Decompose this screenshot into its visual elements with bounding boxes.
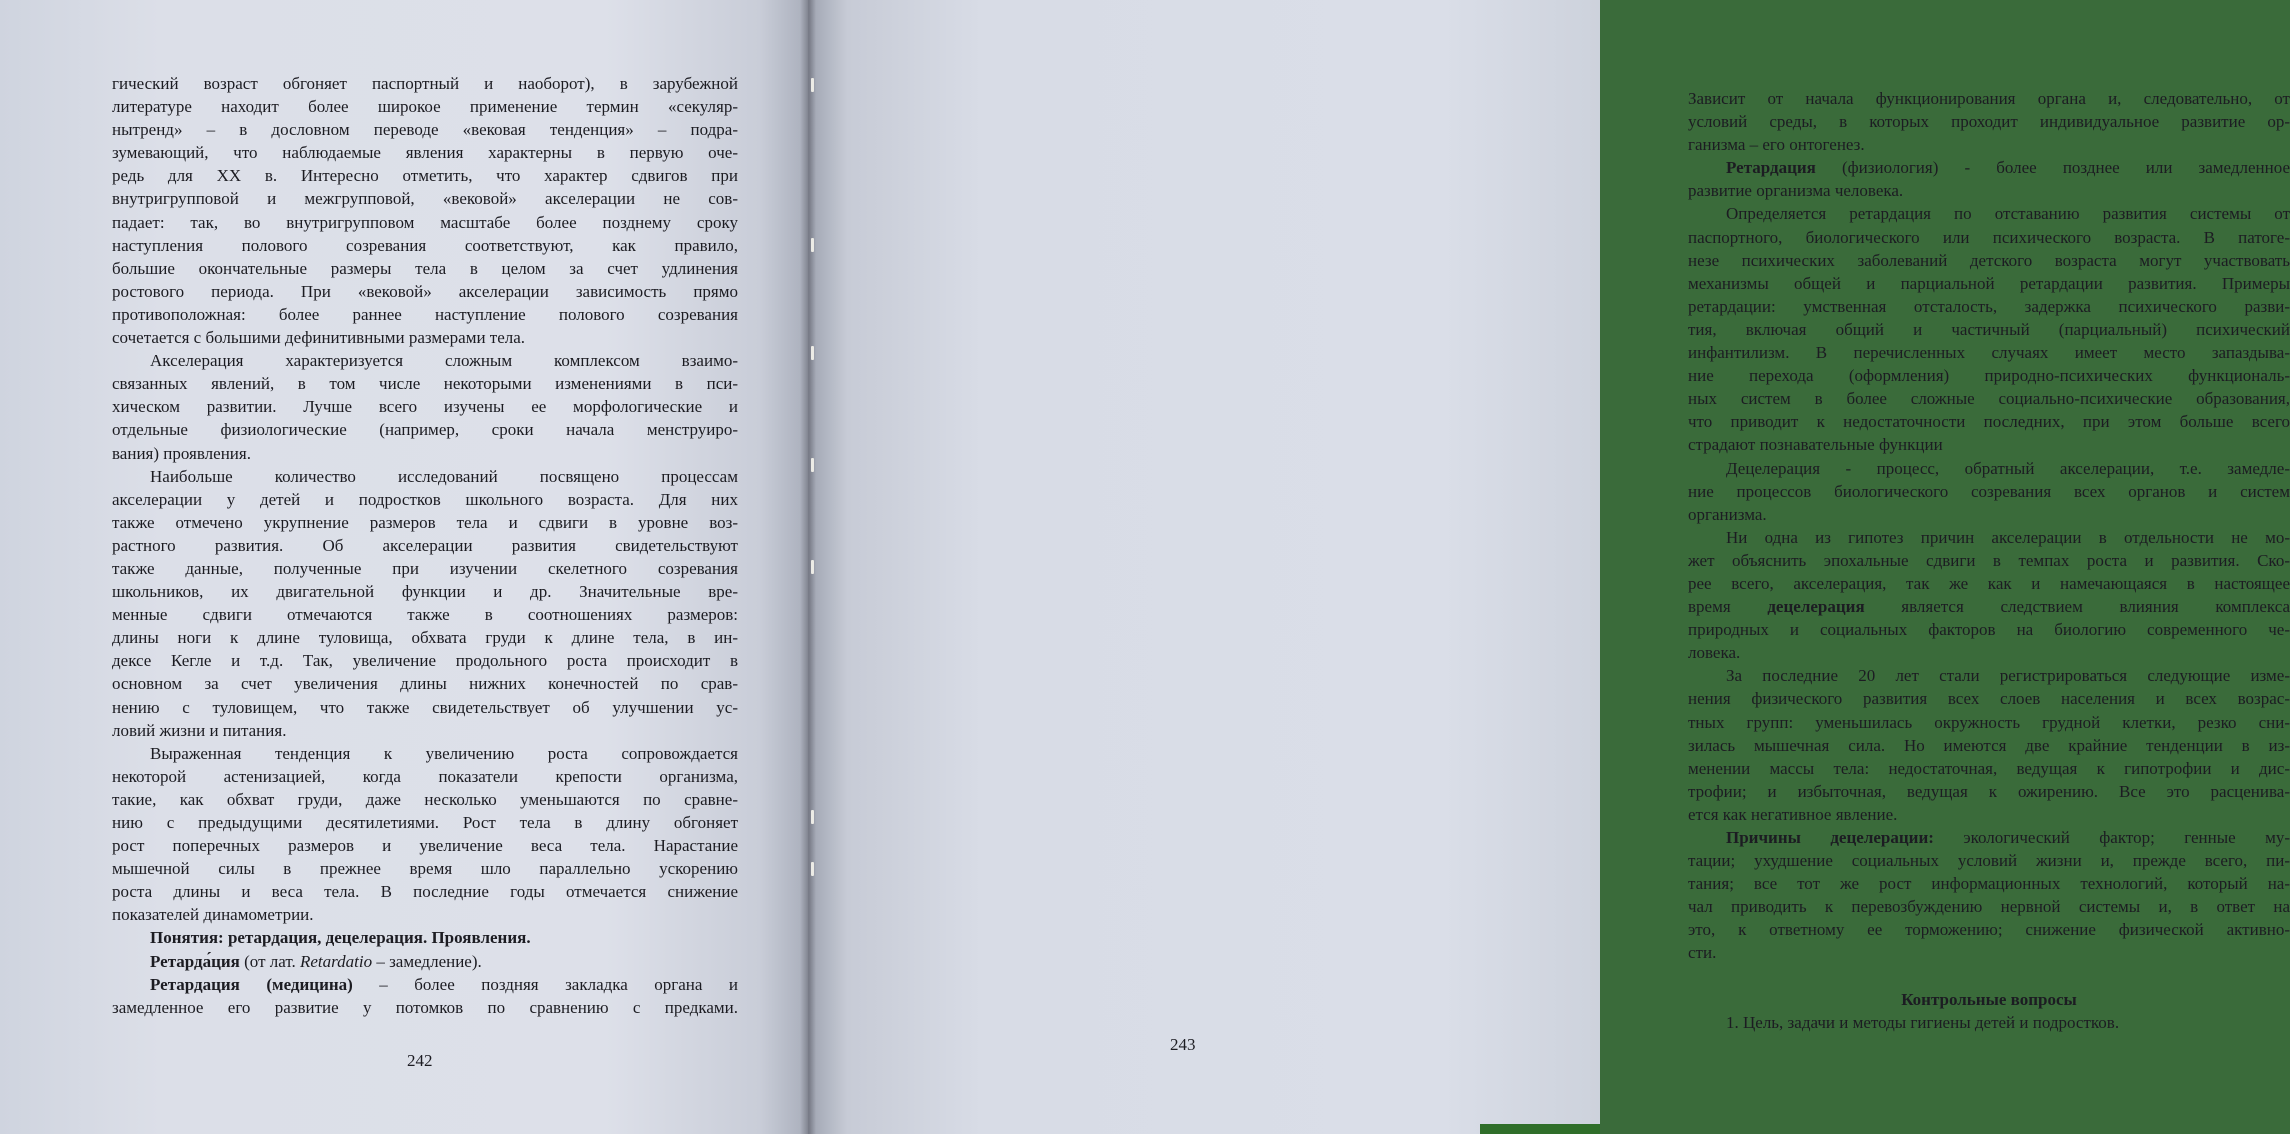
- text-line: [1688, 664, 2290, 687]
- line-text: также данные, полученные при изучении скелетного созревания: [112, 558, 738, 578]
- line-text: акселерации у детей и подростков школьного возраста. Для них: [112, 489, 738, 509]
- right-page-text: [1688, 87, 2290, 1034]
- left-page: [0, 0, 808, 1134]
- line-text: менении массы тела: недостаточная, ведущая к гипотрофии и дис-: [1688, 758, 2290, 778]
- term-label: Ретардация (медицина): [150, 974, 353, 994]
- line-text: тных групп: уменьшилась окружность грудной клетки, резко сни-: [1688, 712, 2290, 732]
- term-label: децелерация: [1767, 597, 1865, 617]
- line-text: зумевающий, что наблюдаемые явления характерны в первую оче-: [112, 143, 738, 163]
- line-text: тания; все тот же рост информационных технологий, который на-: [1688, 874, 2290, 894]
- line-text: ловий жизни и питания.: [112, 720, 287, 740]
- text-line: [1688, 757, 2290, 780]
- binding-stitch: [811, 346, 814, 360]
- line-text: большие окончательные размеры тела в целом за счет удлинения: [112, 258, 738, 278]
- latin-term: Retardatio: [300, 951, 373, 971]
- text-line: [112, 187, 738, 210]
- line-text: развитие организма человека.: [1688, 181, 1904, 201]
- line-text: что приводит к недостаточности последних, при этом больше всего: [1688, 412, 2290, 432]
- line-text: Наибольше количество исследований посвящено процессам: [150, 466, 738, 486]
- text-line: [1688, 895, 2290, 918]
- text-line: [112, 211, 738, 234]
- text-line: [1688, 249, 2290, 272]
- text-line: [112, 372, 738, 395]
- term-label: Ретарда́ция: [150, 951, 240, 971]
- text-line: [112, 857, 738, 880]
- text-line: [112, 95, 738, 118]
- text-line: [112, 626, 738, 649]
- text-line: [1688, 780, 2290, 803]
- line-text: сочетается с большими дефинитивными размерами тела.: [112, 328, 526, 348]
- text-line: [1688, 965, 2290, 988]
- text-line: [112, 834, 738, 857]
- line-text: дексе Кегле и т.д. Так, увеличение продольного роста происходит в: [112, 651, 738, 671]
- text-line: [1688, 179, 2290, 202]
- line-text: – замедление).: [372, 951, 482, 971]
- text-line: [112, 511, 738, 534]
- line-text: трофии; и избыточная, ведущая к ожирению. Все это расценива-: [1688, 781, 2290, 801]
- text-line: [1688, 618, 2290, 641]
- line-text: школьников, их двигательной функции и др. Значительные вре-: [112, 582, 738, 602]
- text-line: [112, 395, 738, 418]
- line-text: тации; ухудшение социальных условий жизни и, прежде всего, пи-: [1688, 851, 2290, 871]
- line-text: основном за счет увеличения длины нижних конечностей по срав-: [112, 674, 738, 694]
- text-line: [1688, 526, 2290, 549]
- line-text: это, к ответному ее торможению; снижение физической активно-: [1688, 920, 2290, 940]
- text-line: [112, 534, 738, 557]
- line-text: рее всего, акселерация, так же как и намечающаяся в настоящее: [1688, 573, 2290, 593]
- line-text: За последние 20 лет стали регистрироваться следующие изме-: [1726, 666, 2290, 686]
- left-page-text: [112, 72, 738, 1019]
- text-line: [1688, 364, 2290, 387]
- text-line: [1688, 803, 2290, 826]
- text-line: [1688, 410, 2290, 433]
- text-line: [112, 603, 738, 626]
- line-text: нытренд» – в дословном переводе «вековая тенденция» – подра-: [112, 120, 738, 140]
- text-line: [112, 719, 738, 742]
- text-line: [112, 141, 738, 164]
- term-label: Ретардация: [1726, 158, 1816, 178]
- text-line: [1688, 641, 2290, 664]
- text-line: [1688, 433, 2290, 456]
- right-page: [808, 0, 2290, 1134]
- line-text: гический возраст обгоняет паспортный и наоборот), в зарубежной: [112, 74, 738, 93]
- binding-stitch: [811, 78, 814, 92]
- text-line: [1688, 295, 2290, 318]
- binding-stitch: [811, 862, 814, 876]
- line-text: ганизма – его онтогенез.: [1688, 135, 1865, 155]
- line-text: такие, как обхват груди, даже несколько уменьшаются по сравне-: [112, 789, 738, 809]
- text-line: [112, 950, 738, 973]
- line-text: вания) проявления.: [112, 443, 251, 463]
- text-line: [1688, 272, 2290, 295]
- text-line: [112, 811, 738, 834]
- line-text: 1. Цель, задачи и методы гигиены детей и подростков.: [1726, 1012, 2120, 1032]
- text-line: [112, 280, 738, 303]
- line-text: роста длины и веса тела. В последние годы отмечается снижение: [112, 882, 738, 902]
- line-text: также отмечено укрупнение размеров тела и сдвиги в уровне воз-: [112, 512, 738, 532]
- text-line: [112, 72, 738, 95]
- text-line: [1688, 572, 2290, 595]
- text-line: [112, 349, 738, 372]
- text-line: [1688, 941, 2290, 964]
- line-text: ние перехода (оформления) природно-психических функциональ-: [1688, 366, 2290, 386]
- text-line: [112, 788, 738, 811]
- line-text: менные сдвиги отмечаются также в соотношениях размеров:: [112, 605, 738, 625]
- text-line: [112, 973, 738, 996]
- line-text: страдают познавательные функции: [1688, 435, 1943, 455]
- text-line: [112, 649, 738, 672]
- text-line: [112, 234, 738, 257]
- binding-stitch: [811, 458, 814, 472]
- line-text: редь для XX в. Интересно отметить, что характер сдвигов при: [112, 166, 738, 186]
- line-text: замедленное его развитие у потомков по сравнению с предками.: [112, 997, 738, 1017]
- line-text: Акселерация характеризуется сложным комплексом взаимо-: [150, 351, 738, 371]
- term-label: время: [1688, 597, 1768, 617]
- line-text: Определяется ретардация по отставанию развития системы от: [1726, 204, 2290, 224]
- line-text: ных систем в более сложные социально-психические образования,: [1688, 389, 2290, 409]
- text-line: [1688, 711, 2290, 734]
- line-text: длины ноги к длине туловища, обхвата груди к длине тела, в ин-: [112, 628, 738, 648]
- line-text: условий среды, в которых проходит индивидуальное развитие ор-: [1688, 112, 2290, 132]
- line-text: (физиология) - более позднее или замедленное: [1815, 158, 2290, 178]
- text-line: [112, 418, 738, 441]
- line-text: падает: так, во внутригрупповом масштабе более позднему сроку: [112, 212, 738, 232]
- text-line: [112, 926, 738, 949]
- text-line: [1688, 687, 2290, 710]
- text-line: [1688, 826, 2290, 849]
- text-line: [112, 488, 738, 511]
- text-line: [112, 672, 738, 695]
- text-line: [1688, 110, 2290, 133]
- line-text: растного развития. Об акселерации развития свидетельствуют: [112, 535, 738, 555]
- text-line: [112, 903, 738, 926]
- line-text: жет объяснить эпохальные сдвиги в темпах роста и развития. Ско-: [1688, 550, 2290, 570]
- line-text: Ни одна из гипотез причин акселерации в отдельности не мо-: [1726, 527, 2290, 547]
- background-surface: [1480, 1124, 1600, 1134]
- line-text: хическом развитии. Лучше всего изучены ее морфологические и: [112, 397, 738, 417]
- text-line: [1688, 318, 2290, 341]
- text-line: [1688, 133, 2290, 156]
- line-text: незе психических заболеваний детского возраста могут участвовать: [1688, 250, 2290, 270]
- line-text: Выраженная тенденция к увеличению роста сопровождается: [150, 743, 738, 763]
- line-text: ние процессов биологического созревания всех органов и систем: [1688, 481, 2290, 501]
- line-text: инфантилизм. В перечисленных случаях имеет место запаздыва-: [1688, 343, 2290, 363]
- text-line: [1688, 734, 2290, 757]
- line-text: Децелерация - процесс, обратный акселерации, т.е. замедле-: [1726, 458, 2290, 478]
- text-line: [112, 303, 738, 326]
- line-text: некоторой астенизацией, когда показатели крепости организма,: [112, 766, 738, 786]
- text-line: [1688, 872, 2290, 895]
- line-text: природных и социальных факторов на биологию современного че-: [1688, 620, 2290, 640]
- line-text: тия, включая общий и частичный (парциальный) психический: [1688, 319, 2290, 339]
- left-page-number: 242: [407, 1051, 433, 1070]
- line-text: внутригрупповой и межгрупповой, «вековой» акселерации не сов-: [112, 189, 738, 209]
- text-line: [112, 880, 738, 903]
- line-text: рост поперечных размеров и увеличение веса тела. Нарастание: [112, 836, 738, 856]
- binding-stitch: [811, 560, 814, 574]
- text-line: [1688, 87, 2290, 110]
- text-line: [112, 996, 738, 1019]
- text-line: [1688, 503, 2290, 526]
- text-line: [112, 742, 738, 765]
- line-text: мышечной силы в прежнее время шло параллельно ускорению: [112, 859, 738, 879]
- line-text: зилась мышечная сила. Но имеются две крайние тенденции в из-: [1688, 735, 2290, 755]
- text-line: [1688, 202, 2290, 225]
- line-text: наступления полового созревания соответствуют, как правило,: [112, 235, 738, 255]
- text-line: [112, 164, 738, 187]
- line-text: паспортного, биологического или психического возраста. В патоге-: [1688, 227, 2290, 247]
- line-text: чал приводить к перевозбуждению нервной системы и, в ответ на: [1688, 897, 2290, 917]
- binding-stitch: [811, 810, 814, 824]
- text-line: [112, 557, 738, 580]
- line-text: – более поздняя закладка органа и: [352, 974, 738, 994]
- text-line: [112, 257, 738, 280]
- line-text: нию с предыдущими десятилетиями. Рост тела в длину обгоняет: [112, 813, 738, 832]
- text-line: [112, 118, 738, 141]
- line-text: Понятия: ретардация, децелерация. Проявления.: [150, 928, 531, 948]
- line-text: экологический фактор; генные му-: [1933, 828, 2290, 847]
- text-line: [112, 765, 738, 788]
- text-line: [112, 580, 738, 603]
- line-text: противоположная: более раннее наступление полового созревания: [112, 304, 738, 324]
- text-line: [1688, 341, 2290, 364]
- line-text: сти.: [1688, 943, 1717, 963]
- line-text: ловека.: [1688, 643, 1741, 663]
- line-text: организма.: [1688, 504, 1767, 524]
- line-text: нению с туловищем, что также свидетельствует об улучшении ус-: [112, 697, 738, 717]
- term-label: Причины децелерации:: [1726, 828, 1934, 847]
- binding-stitch: [811, 238, 814, 252]
- line-text: ется как негативное явление.: [1688, 804, 1898, 824]
- line-text: является следствием влияния комплекса: [1864, 597, 2290, 617]
- text-line: [112, 326, 738, 349]
- text-line: [1688, 480, 2290, 503]
- text-line: [1688, 226, 2290, 249]
- text-line: [112, 442, 738, 465]
- text-line: [1688, 595, 2290, 618]
- line-text: (от лат.: [239, 951, 300, 971]
- text-line: [1688, 457, 2290, 480]
- text-line: [1688, 1011, 2290, 1034]
- line-text: литературе находит более широкое применение термин «секуляр-: [112, 97, 738, 117]
- line-text: отдельные физиологические (например, сроки начала менструиро-: [112, 420, 738, 440]
- line-text: Зависит от начала функционирования органа и, следовательно, от: [1688, 89, 2290, 108]
- right-page-number: 243: [1170, 1035, 1196, 1054]
- text-line: [1688, 387, 2290, 410]
- line-text: показателей динамометрии.: [112, 905, 314, 925]
- text-line: [112, 465, 738, 488]
- line-text: Контрольные вопросы: [1901, 989, 2077, 1009]
- text-line: [112, 696, 738, 719]
- text-line: [1688, 549, 2290, 572]
- text-line: [1688, 918, 2290, 941]
- text-line: [1688, 156, 2290, 179]
- line-text: механизмы общей и парциальной ретардации развития. Примеры: [1688, 273, 2290, 293]
- line-text: ростового периода. При «вековой» акселерации зависимость прямо: [112, 281, 738, 301]
- text-line: [1688, 849, 2290, 872]
- line-text: связанных явлений, в том числе некоторыми изменениями в пси-: [112, 374, 738, 394]
- section-heading: [1688, 988, 2290, 1011]
- line-text: ретардации: умственная отсталость, задержка психического разви-: [1688, 296, 2290, 316]
- line-text: нения физического развития всех слоев населения и всех возрас-: [1688, 689, 2290, 709]
